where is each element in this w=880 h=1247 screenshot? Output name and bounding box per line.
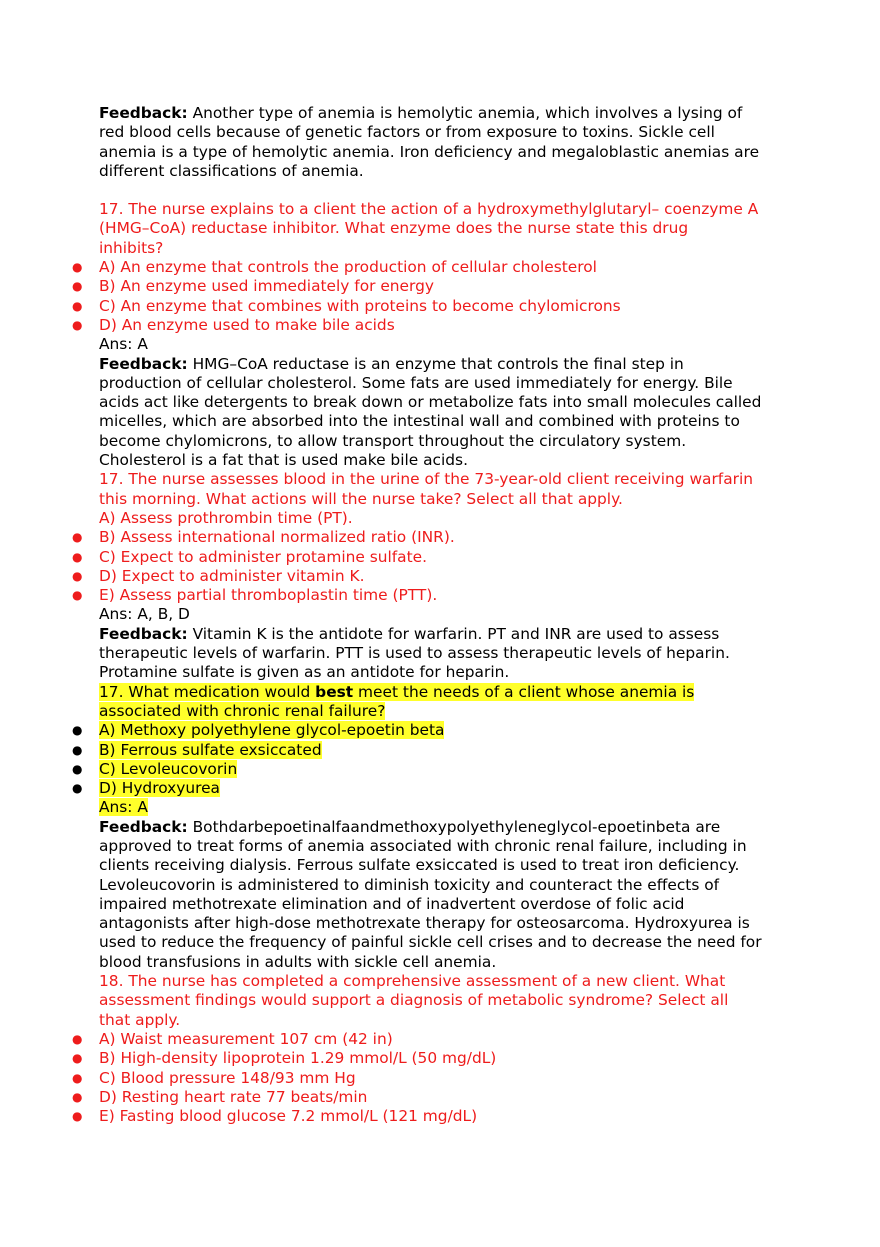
- feedback-line: Feedback: Another type of anemia is hemolytic anemia, which involves a lysing of: [99, 104, 743, 122]
- question-warfarin: [99, 470, 799, 682]
- feedback-line: Protamine sulfate is given as an antidote for heparin.: [99, 663, 510, 682]
- feedback-line: Feedback: Bothdarbepoetinalfaandmethoxypolyethyleneglycol-epoetinbeta are: [99, 817, 721, 836]
- feedback-line: become chylomicrons, to allow transport throughout the circulatory system.: [99, 431, 687, 450]
- answer-option: ● B) Assess international normalized ratio (INR).: [99, 528, 799, 547]
- feedback-line: impaired methotrexate elimination and of inadvertent overdose of folic acid: [99, 894, 685, 913]
- answer-option: ● D) An enzyme used to make bile acids: [99, 316, 799, 335]
- feedback-label: Feedback:: [99, 354, 188, 373]
- feedback-line: Feedback: Vitamin K is the antidote for warfarin. PT and INR are used to assess: [99, 624, 720, 643]
- feedback-line: clients receiving dialysis. Ferrous sulfate exsiccated is used to treat iron deficiency.: [99, 856, 740, 875]
- answer-option: ● D) Resting heart rate 77 beats/min: [99, 1088, 799, 1107]
- feedback-line: antagonists after high-dose methotrexate therapy for osteosarcoma. Hydroxyurea is: [99, 914, 750, 933]
- question-line: 17. What medication would best meet the needs of a client whose anemia is: [99, 682, 695, 701]
- feedback-line: red blood cells because of genetic factors or from exposure to toxins. Sickle cell: [99, 123, 715, 142]
- answer-option: ● B) High-density lipoprotein 1.29 mmol/L (50 mg/dL): [99, 1049, 799, 1068]
- answer-option: A) Assess prothrombin time (PT).: [99, 508, 353, 527]
- feedback-line: Levoleucovorin is administered to diminish toxicity and counteract the effects of: [99, 875, 720, 894]
- answer-option: ● B) An enzyme used immediately for energy: [99, 277, 799, 296]
- feedback-line: production of cellular cholesterol. Some fats are used immediately for energy. Bile: [99, 373, 733, 392]
- question-line: inhibits?: [99, 238, 164, 257]
- answer-key: Ans: A: [99, 798, 148, 817]
- question-line: that apply.: [99, 1010, 181, 1029]
- answer-option: ● C) Expect to administer protamine sulfate.: [99, 548, 799, 567]
- paragraph-gap: [99, 181, 799, 200]
- question-line: associated with chronic renal failure?: [99, 701, 386, 720]
- emphasis-best: best: [315, 682, 354, 701]
- feedback-line: therapeutic levels of warfarin. PTT is used to assess therapeutic levels of heparin.: [99, 644, 730, 663]
- answer-option: ● C) Blood pressure 148/93 mm Hg: [99, 1069, 799, 1088]
- feedback-line: different classifications of anemia.: [99, 161, 364, 180]
- question-line: (HMG–CoA) reductase inhibitor. What enzyme does the nurse state this drug: [99, 219, 689, 238]
- answer-option: ● D) Expect to administer vitamin K.: [99, 567, 799, 586]
- answer-key: Ans: A: [99, 335, 148, 354]
- question-line: 17. The nurse explains to a client the action of a hydroxymethylglutaryl– coenzyme A: [99, 200, 759, 219]
- question-line: 18. The nurse has completed a comprehensive assessment of a new client. What: [99, 972, 726, 991]
- feedback-label: Feedback:: [99, 817, 188, 836]
- answer-option: ● A) An enzyme that controls the production of cellular cholesterol: [99, 258, 799, 277]
- answer-option: ● A) Waist measurement 107 cm (42 in): [99, 1030, 799, 1049]
- feedback-line: Cholesterol is a fat that is used make bile acids.: [99, 451, 468, 470]
- answer-key: Ans: A, B, D: [99, 605, 190, 624]
- question-line: 17. The nurse assesses blood in the urine of the 73-year-old client receiving warfarin: [99, 470, 754, 489]
- answer-option: ● E) Fasting blood glucose 7.2 mmol/L (121 mg/dL): [99, 1107, 799, 1126]
- answer-option: ● E) Assess partial thromboplastin time (PTT).: [99, 586, 799, 605]
- question-renal-anemia: [99, 683, 799, 972]
- feedback-block-anemia: [99, 104, 799, 181]
- feedback-label: Feedback:: [99, 104, 188, 122]
- feedback-line: anemia is a type of hemolytic anemia. Iron deficiency and megaloblastic anemias are: [99, 142, 760, 161]
- feedback-line: approved to treat forms of anemia associated with chronic renal failure, including in: [99, 836, 747, 855]
- answer-option: ● B) Ferrous sulfate exsiccated: [99, 741, 799, 760]
- question-hmg-coa: [99, 200, 799, 470]
- feedback-line: used to reduce the frequency of painful sickle cell crises and to decrease the need for: [99, 933, 762, 952]
- answer-option: ● C) An enzyme that combines with proteins to become chylomicrons: [99, 297, 799, 316]
- feedback-line: micelles, which are absorbed into the intestinal wall and combined with proteins to: [99, 412, 740, 431]
- question-line: this morning. What actions will the nurse take? Select all that apply.: [99, 489, 623, 508]
- answer-option: ● A) Methoxy polyethylene glycol-epoetin beta: [99, 721, 799, 740]
- answer-option: ● C) Levoleucovorin: [99, 760, 799, 779]
- answer-option: ● D) Hydroxyurea: [99, 779, 799, 798]
- document-content: [99, 104, 799, 1126]
- question-metabolic-syndrome: [99, 972, 799, 1126]
- feedback-line: Feedback: HMG–CoA reductase is an enzyme that controls the final step in: [99, 354, 684, 373]
- feedback-line: acids act like detergents to break down or metabolize fats into small molecules called: [99, 393, 762, 412]
- question-line: assessment findings would support a diagnosis of metabolic syndrome? Select all: [99, 991, 729, 1010]
- feedback-label: Feedback:: [99, 624, 188, 643]
- feedback-line: blood transfusions in adults with sickle cell anemia.: [99, 952, 497, 971]
